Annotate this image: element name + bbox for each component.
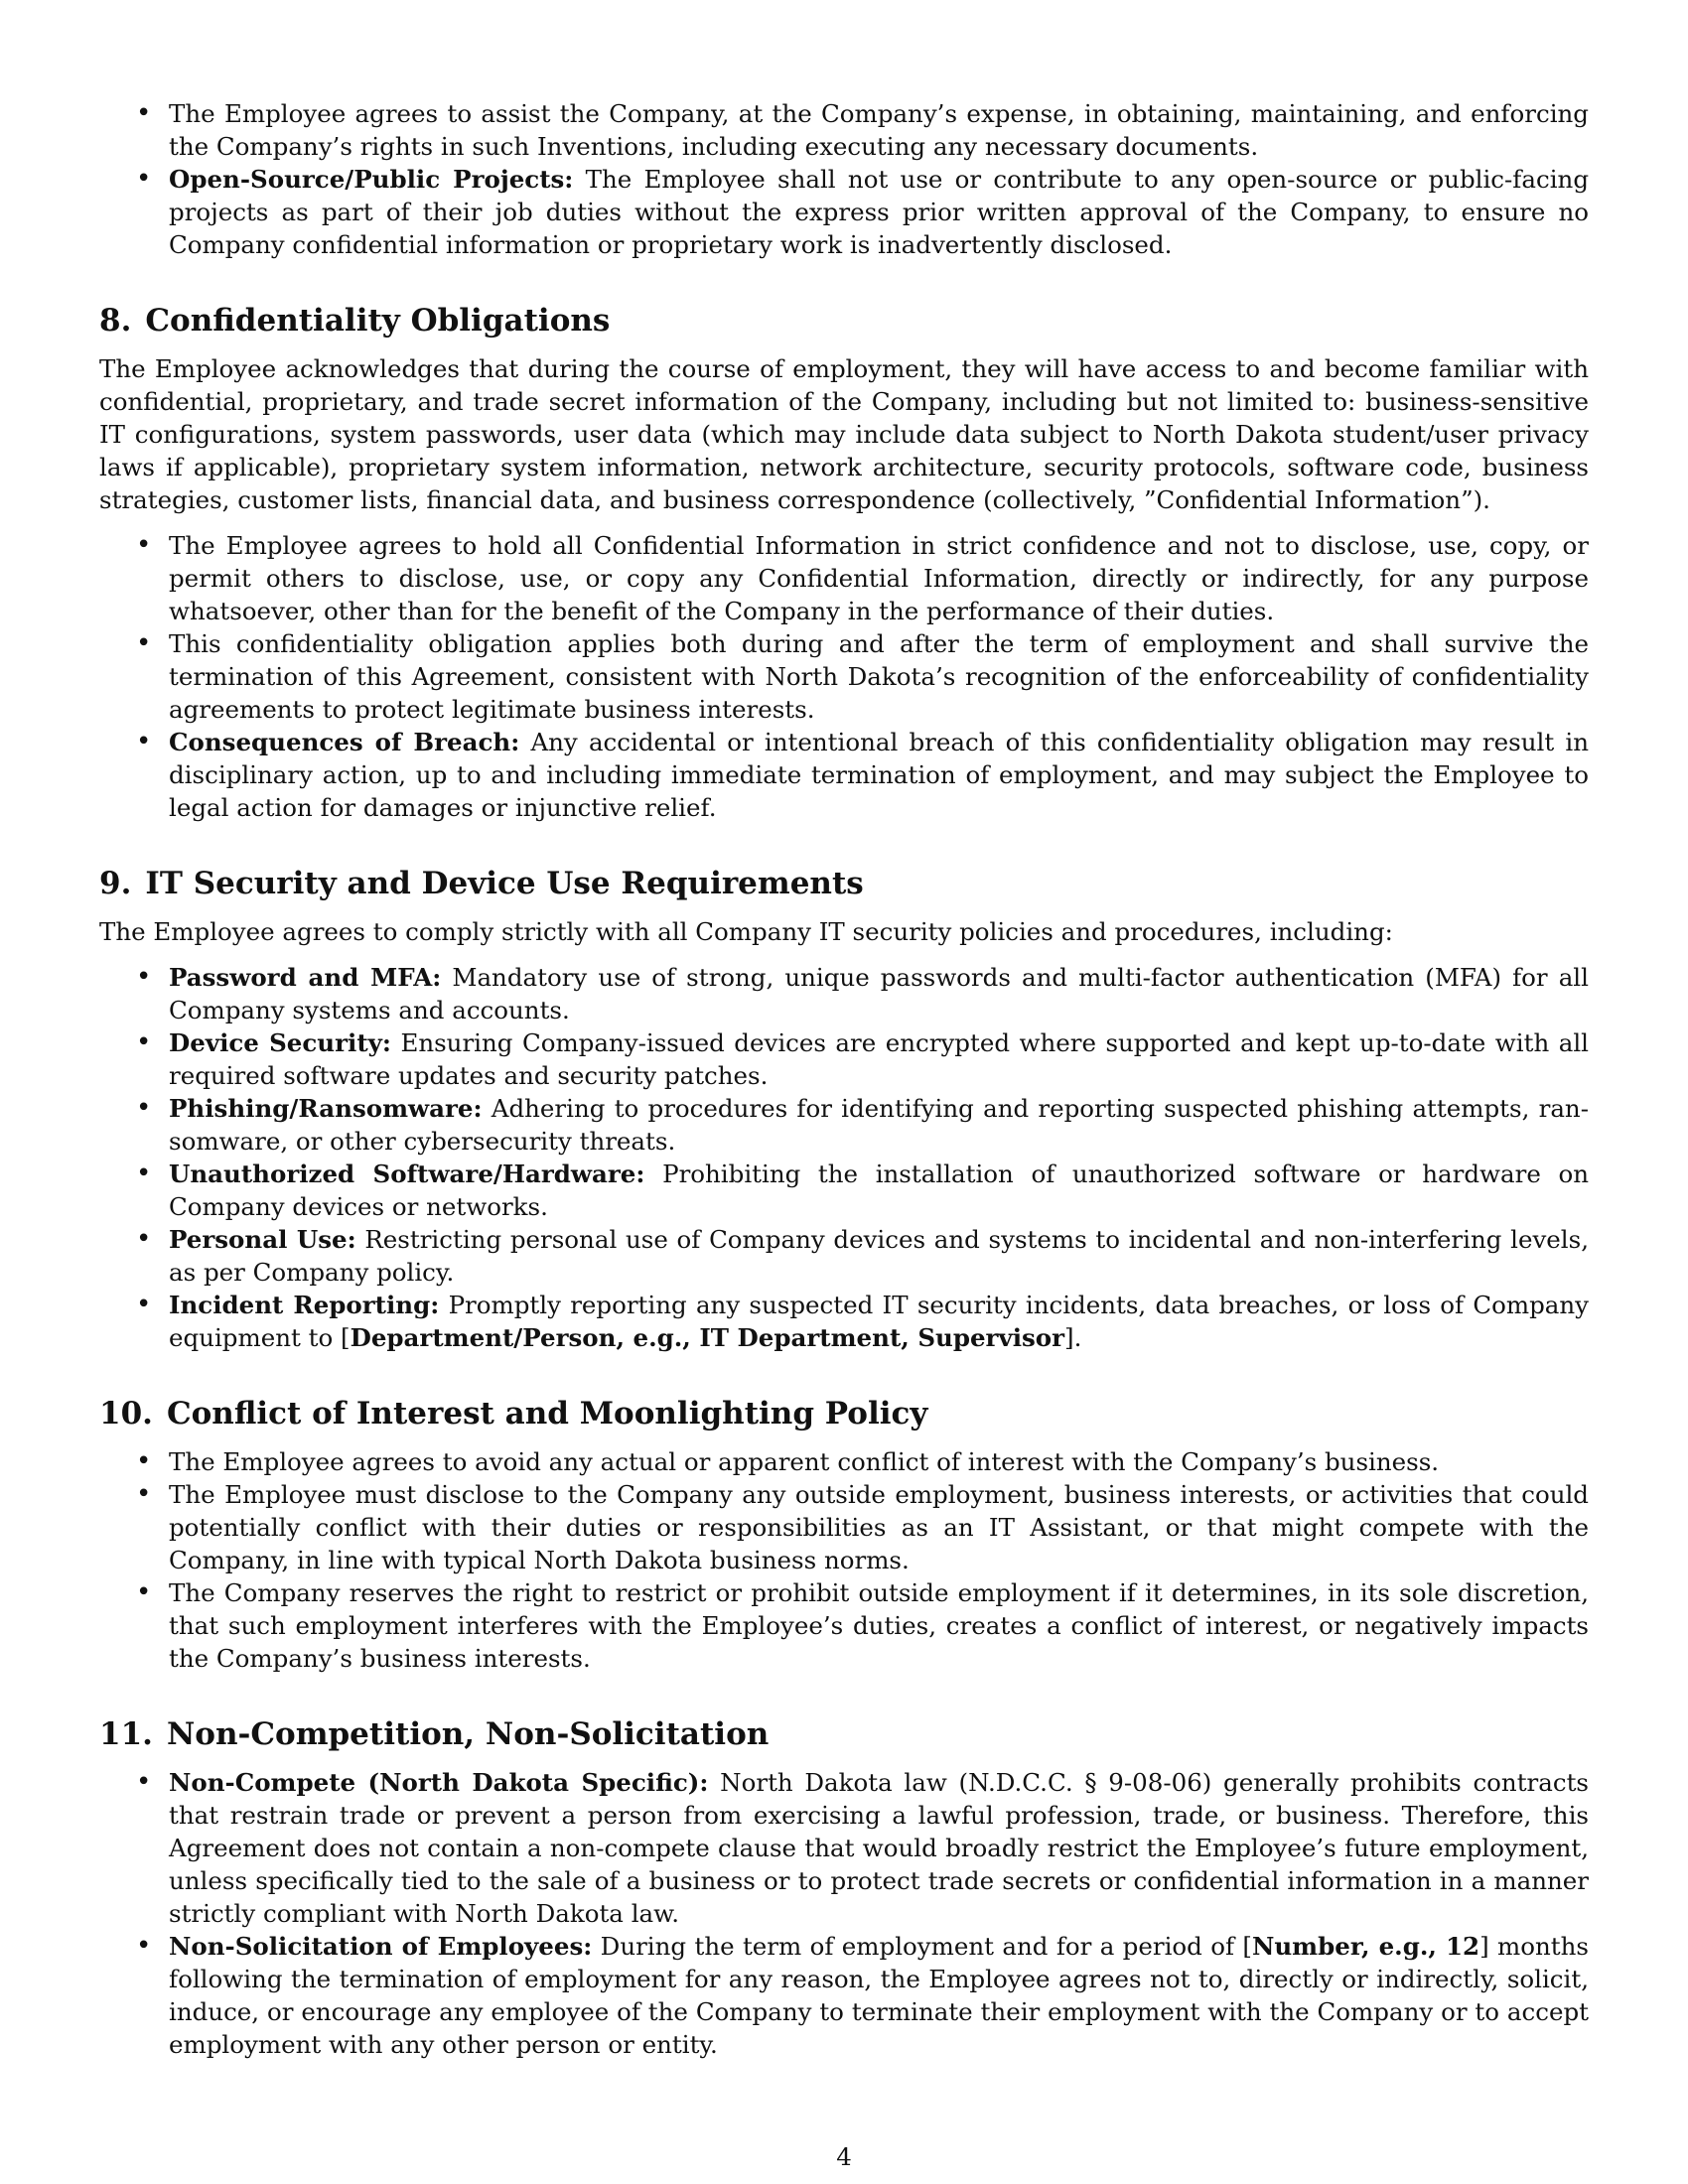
section-number: 9. — [99, 866, 132, 901]
list-item-label: Unauthorized Software/Hardware: — [169, 1160, 645, 1188]
list-item — [99, 627, 1589, 726]
section-number: 10. — [99, 1396, 153, 1432]
lead-bullet-list — [99, 97, 1589, 261]
document-page — [99, 97, 1589, 2101]
list-item — [99, 961, 1589, 1026]
list-item — [99, 1092, 1589, 1158]
section-9-heading — [99, 864, 1589, 903]
list-item-text: The Employee must disclose to the Company any outside employment, business interests, or activities that could potentially conflict with their duties or responsibilities as an IT Assistant, or that might compete with the Company, in line with typical North Dakota business norms. — [169, 1480, 1589, 1574]
list-item-label: Consequences of Breach: — [169, 728, 520, 756]
list-item-text: During the term of employment and for a period of [ — [600, 1932, 1252, 1961]
placeholder-text: Department/Person, e.g., IT Department, Supervisor — [350, 1323, 1065, 1352]
list-item — [99, 1478, 1589, 1576]
list-item-text: Restricting personal use of Company devices and systems to incidental and non-interfering levels, as per Company policy. — [169, 1225, 1589, 1287]
section-title: IT Security and Device Use Requirements — [145, 866, 864, 901]
list-item-label: Device Security: — [169, 1028, 391, 1057]
list-item-text: North Dakota law (N.D.C.C. § 9-08-06) generally prohibits contracts that restrain trade or prevent a person from exercising a lawful profession, trade, or business. Therefore, this Agreement does not contain a non-compete clause that would broadly restrict the Employee’s future employment, unless specifically tied to the sale of a business or to protect trade secrets or confidential information in a manner strictly compliant with North Dakota law. — [169, 1768, 1589, 1928]
list-item-text: Promptly reporting any suspected IT security incidents, data breaches, or loss of Company equipment to [ — [169, 1291, 1590, 1352]
list-item-text: Any accidental or intentional breach of this confidentiality obligation may result in disciplinary action, up to and including immediate termination of employment, and may subject the Employee to legal action for damages or injunctive relief. — [169, 728, 1589, 822]
list-item-label: Password and MFA: — [169, 963, 442, 992]
section-8-bullet-list — [99, 529, 1589, 824]
section-9-bullet-list — [99, 961, 1589, 1354]
list-item-text: Ensuring Company-issued devices are encrypted where supported and kept up-to-date with all required software updates and security patches. — [169, 1028, 1589, 1090]
list-item — [99, 1576, 1589, 1675]
list-item — [99, 1766, 1589, 1930]
list-item — [99, 1026, 1589, 1092]
list-item-label: Personal Use: — [169, 1225, 356, 1254]
list-item — [99, 163, 1589, 261]
section-11-heading — [99, 1714, 1589, 1754]
list-item — [99, 1445, 1589, 1478]
list-item-text: Mandatory use of strong, unique passwords and multi-factor authentication (MFA) for all Company systems and accounts. — [169, 963, 1589, 1024]
list-item-text: ]. — [1064, 1323, 1082, 1352]
list-item — [99, 97, 1589, 163]
list-item-text: The Company reserves the right to restrict or prohibit outside employment if it determines, in its sole discretion, that such employment interferes with the Employee’s duties, creates a conflict of interest, or negatively impacts the Company’s business interests. — [169, 1578, 1589, 1673]
list-item-label: Non-Solicitation of Employees: — [169, 1932, 593, 1961]
section-number: 8. — [99, 303, 132, 339]
list-item — [99, 726, 1589, 824]
list-item — [99, 1930, 1589, 2061]
section-8-heading — [99, 301, 1589, 341]
list-item-text: The Employee shall not use or contribute to any open-source or public-facing projects as part of their job duties without the express prior written approval of the Company, to ensure no Company confidential information or proprietary work is inadvertently disclosed. — [169, 165, 1590, 259]
list-item-text: This confidentiality obligation applies both during and after the term of employment and shall survive the termination of this Agreement, consistent with North Dakota’s recognition of the enforceability of confidentiality agreements to protect legitimate business interests. — [169, 629, 1589, 724]
list-item-label: Open-Source/Public Projects: — [169, 165, 574, 194]
list-item-text: The Employee agrees to hold all Confidential Information in strict confidence and not to disclose, use, copy, or permit others to disclose, use, or copy any Confidential Information, directly or indirectly, for any purpose whatsoever, other than for the benefit of the Company in the performance of their duties. — [169, 531, 1589, 625]
section-title: Confidentiality Obligations — [145, 303, 611, 339]
placeholder-text: Number, e.g., 12 — [1251, 1932, 1480, 1961]
section-title: Non-Competition, Non-Solicitation — [166, 1716, 770, 1752]
section-number: 11. — [99, 1716, 153, 1752]
list-item-text: ] months following the termination of employment for any reason, the Employee agrees not to, directly or indirectly, solicit, induce, or encourage any employee of the Company to terminate their employment with the Company or to accept employment with any other person or entity. — [169, 1932, 1589, 2059]
section-9-intro: The Employee agrees to comply strictly with all Company IT security policies and procedures, including: — [99, 917, 1393, 946]
list-item-label: Incident Reporting: — [169, 1291, 440, 1319]
section-10-bullet-list — [99, 1445, 1589, 1675]
list-item-label: Non-Compete (North Dakota Specific): — [169, 1768, 709, 1797]
list-item — [99, 1289, 1589, 1354]
list-item-text: The Employee agrees to assist the Company, at the Company’s expense, in obtaining, maintaining, and enforcing the Company’s rights in such Inventions, including executing any necessary documents. — [169, 99, 1589, 161]
page-number: 4 — [836, 2142, 852, 2171]
list-item-text: The Employee agrees to avoid any actual or apparent conflict of interest with the Company’s business. — [169, 1447, 1440, 1476]
list-item-text: Prohibiting the installation of unauthorized software or hardware on Company devices or networks. — [169, 1160, 1589, 1221]
section-11-bullet-list — [99, 1766, 1589, 2061]
section-8-intro: The Employee acknowledges that during the course of employment, they will have access to and become familiar with confidential, proprietary, and trade secret information of the Company, including but not limited to: business-sensitive IT configurations, system passwords, user data (which may include data subject to North Dakota student/user privacy laws if applicable), proprietary system information, network architecture, security protocols, software code, business strategies, customer lists, financial data, and business correspondence (collectively, ”Confidential Information”). — [99, 354, 1589, 514]
list-item-text: Adhering to procedures for identifying and reporting suspected phishing attempts, ransomware, or other cybersecurity threats. — [169, 1094, 1589, 1156]
list-item — [99, 1223, 1589, 1289]
list-item — [99, 529, 1589, 627]
list-item-label: Phishing/Ransomware: — [169, 1094, 483, 1123]
section-10-heading — [99, 1394, 1589, 1433]
list-item — [99, 1158, 1589, 1223]
section-title: Conflict of Interest and Moonlighting Policy — [166, 1396, 928, 1432]
